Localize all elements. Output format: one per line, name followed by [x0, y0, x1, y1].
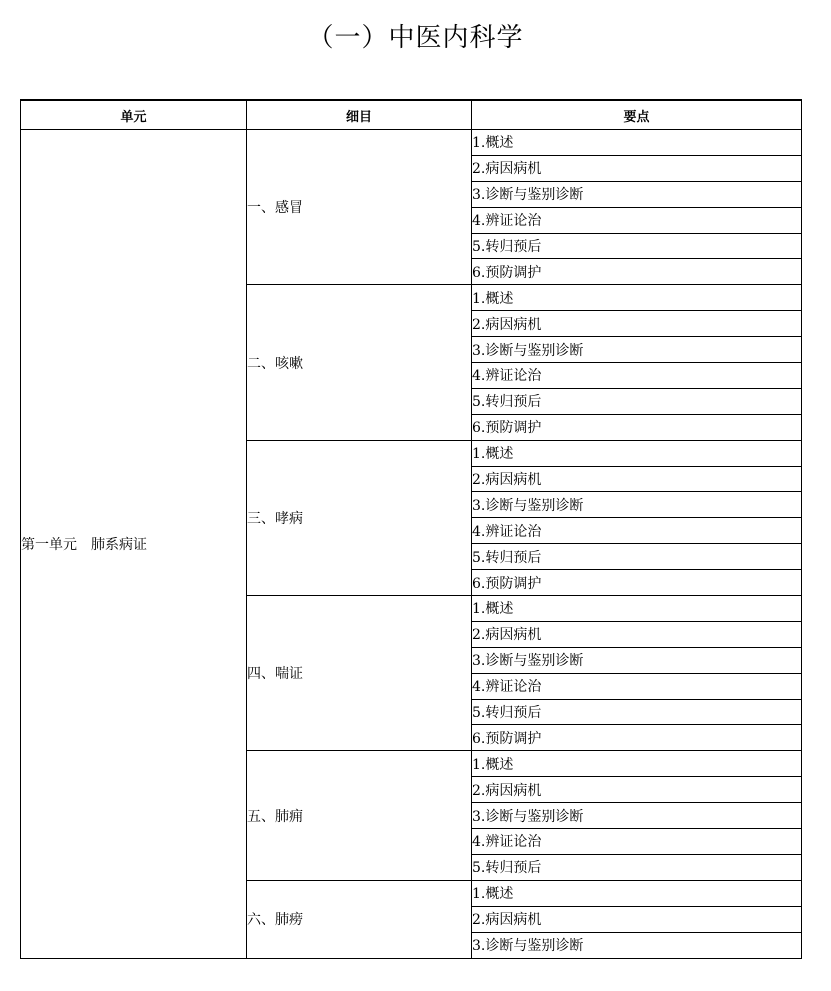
point-cell: 5.转归预后: [472, 233, 802, 259]
item-cell: 四、喘证: [247, 596, 472, 751]
page-title: （一）中医内科学: [307, 23, 524, 53]
header-point: 要点: [472, 100, 802, 130]
point-cell: 2.病因病机: [472, 777, 802, 803]
table-body: [21, 130, 802, 959]
point-cell: 1.概述: [472, 880, 802, 906]
point-cell: 1.概述: [472, 596, 802, 622]
point-cell: 3.诊断与鉴别诊断: [472, 803, 802, 829]
item-cell: 六、肺痨: [247, 880, 472, 958]
point-cell: 3.诊断与鉴别诊断: [472, 492, 802, 518]
point-cell: 1.概述: [472, 130, 802, 156]
point-cell: 4.辨证论治: [472, 518, 802, 544]
point-cell: 2.病因病机: [472, 621, 802, 647]
point-cell: 6.预防调护: [472, 725, 802, 751]
point-cell: 5.转归预后: [472, 388, 802, 414]
point-cell: 6.预防调护: [472, 259, 802, 285]
item-cell: 三、哮病: [247, 440, 472, 595]
point-cell: 5.转归预后: [472, 544, 802, 570]
table-row: [21, 130, 802, 156]
point-cell: 2.病因病机: [472, 466, 802, 492]
item-cell: 二、咳嗽: [247, 285, 472, 440]
point-cell: 4.辨证论治: [472, 673, 802, 699]
point-cell: 4.辨证论治: [472, 363, 802, 389]
point-cell: 6.预防调护: [472, 570, 802, 596]
item-cell: 一、感冒: [247, 130, 472, 285]
point-cell: 1.概述: [472, 440, 802, 466]
table-header-row: [21, 100, 802, 130]
header-unit: 单元: [21, 100, 247, 130]
point-cell: 4.辨证论治: [472, 829, 802, 855]
point-cell: 6.预防调护: [472, 414, 802, 440]
point-cell: 3.诊断与鉴别诊断: [472, 181, 802, 207]
point-cell: 1.概述: [472, 751, 802, 777]
point-cell: 5.转归预后: [472, 854, 802, 880]
point-cell: 4.辨证论治: [472, 207, 802, 233]
point-cell: 2.病因病机: [472, 311, 802, 337]
unit-cell: 第一单元 肺系病证: [21, 130, 247, 959]
point-cell: 3.诊断与鉴别诊断: [472, 337, 802, 363]
point-cell: 2.病因病机: [472, 155, 802, 181]
point-cell: 5.转归预后: [472, 699, 802, 725]
item-cell: 五、肺痈: [247, 751, 472, 880]
syllabus-table: [20, 99, 802, 959]
point-cell: 3.诊断与鉴别诊断: [472, 932, 802, 958]
point-cell: 1.概述: [472, 285, 802, 311]
point-cell: 3.诊断与鉴别诊断: [472, 647, 802, 673]
header-item: 细目: [247, 100, 472, 130]
point-cell: 2.病因病机: [472, 906, 802, 932]
